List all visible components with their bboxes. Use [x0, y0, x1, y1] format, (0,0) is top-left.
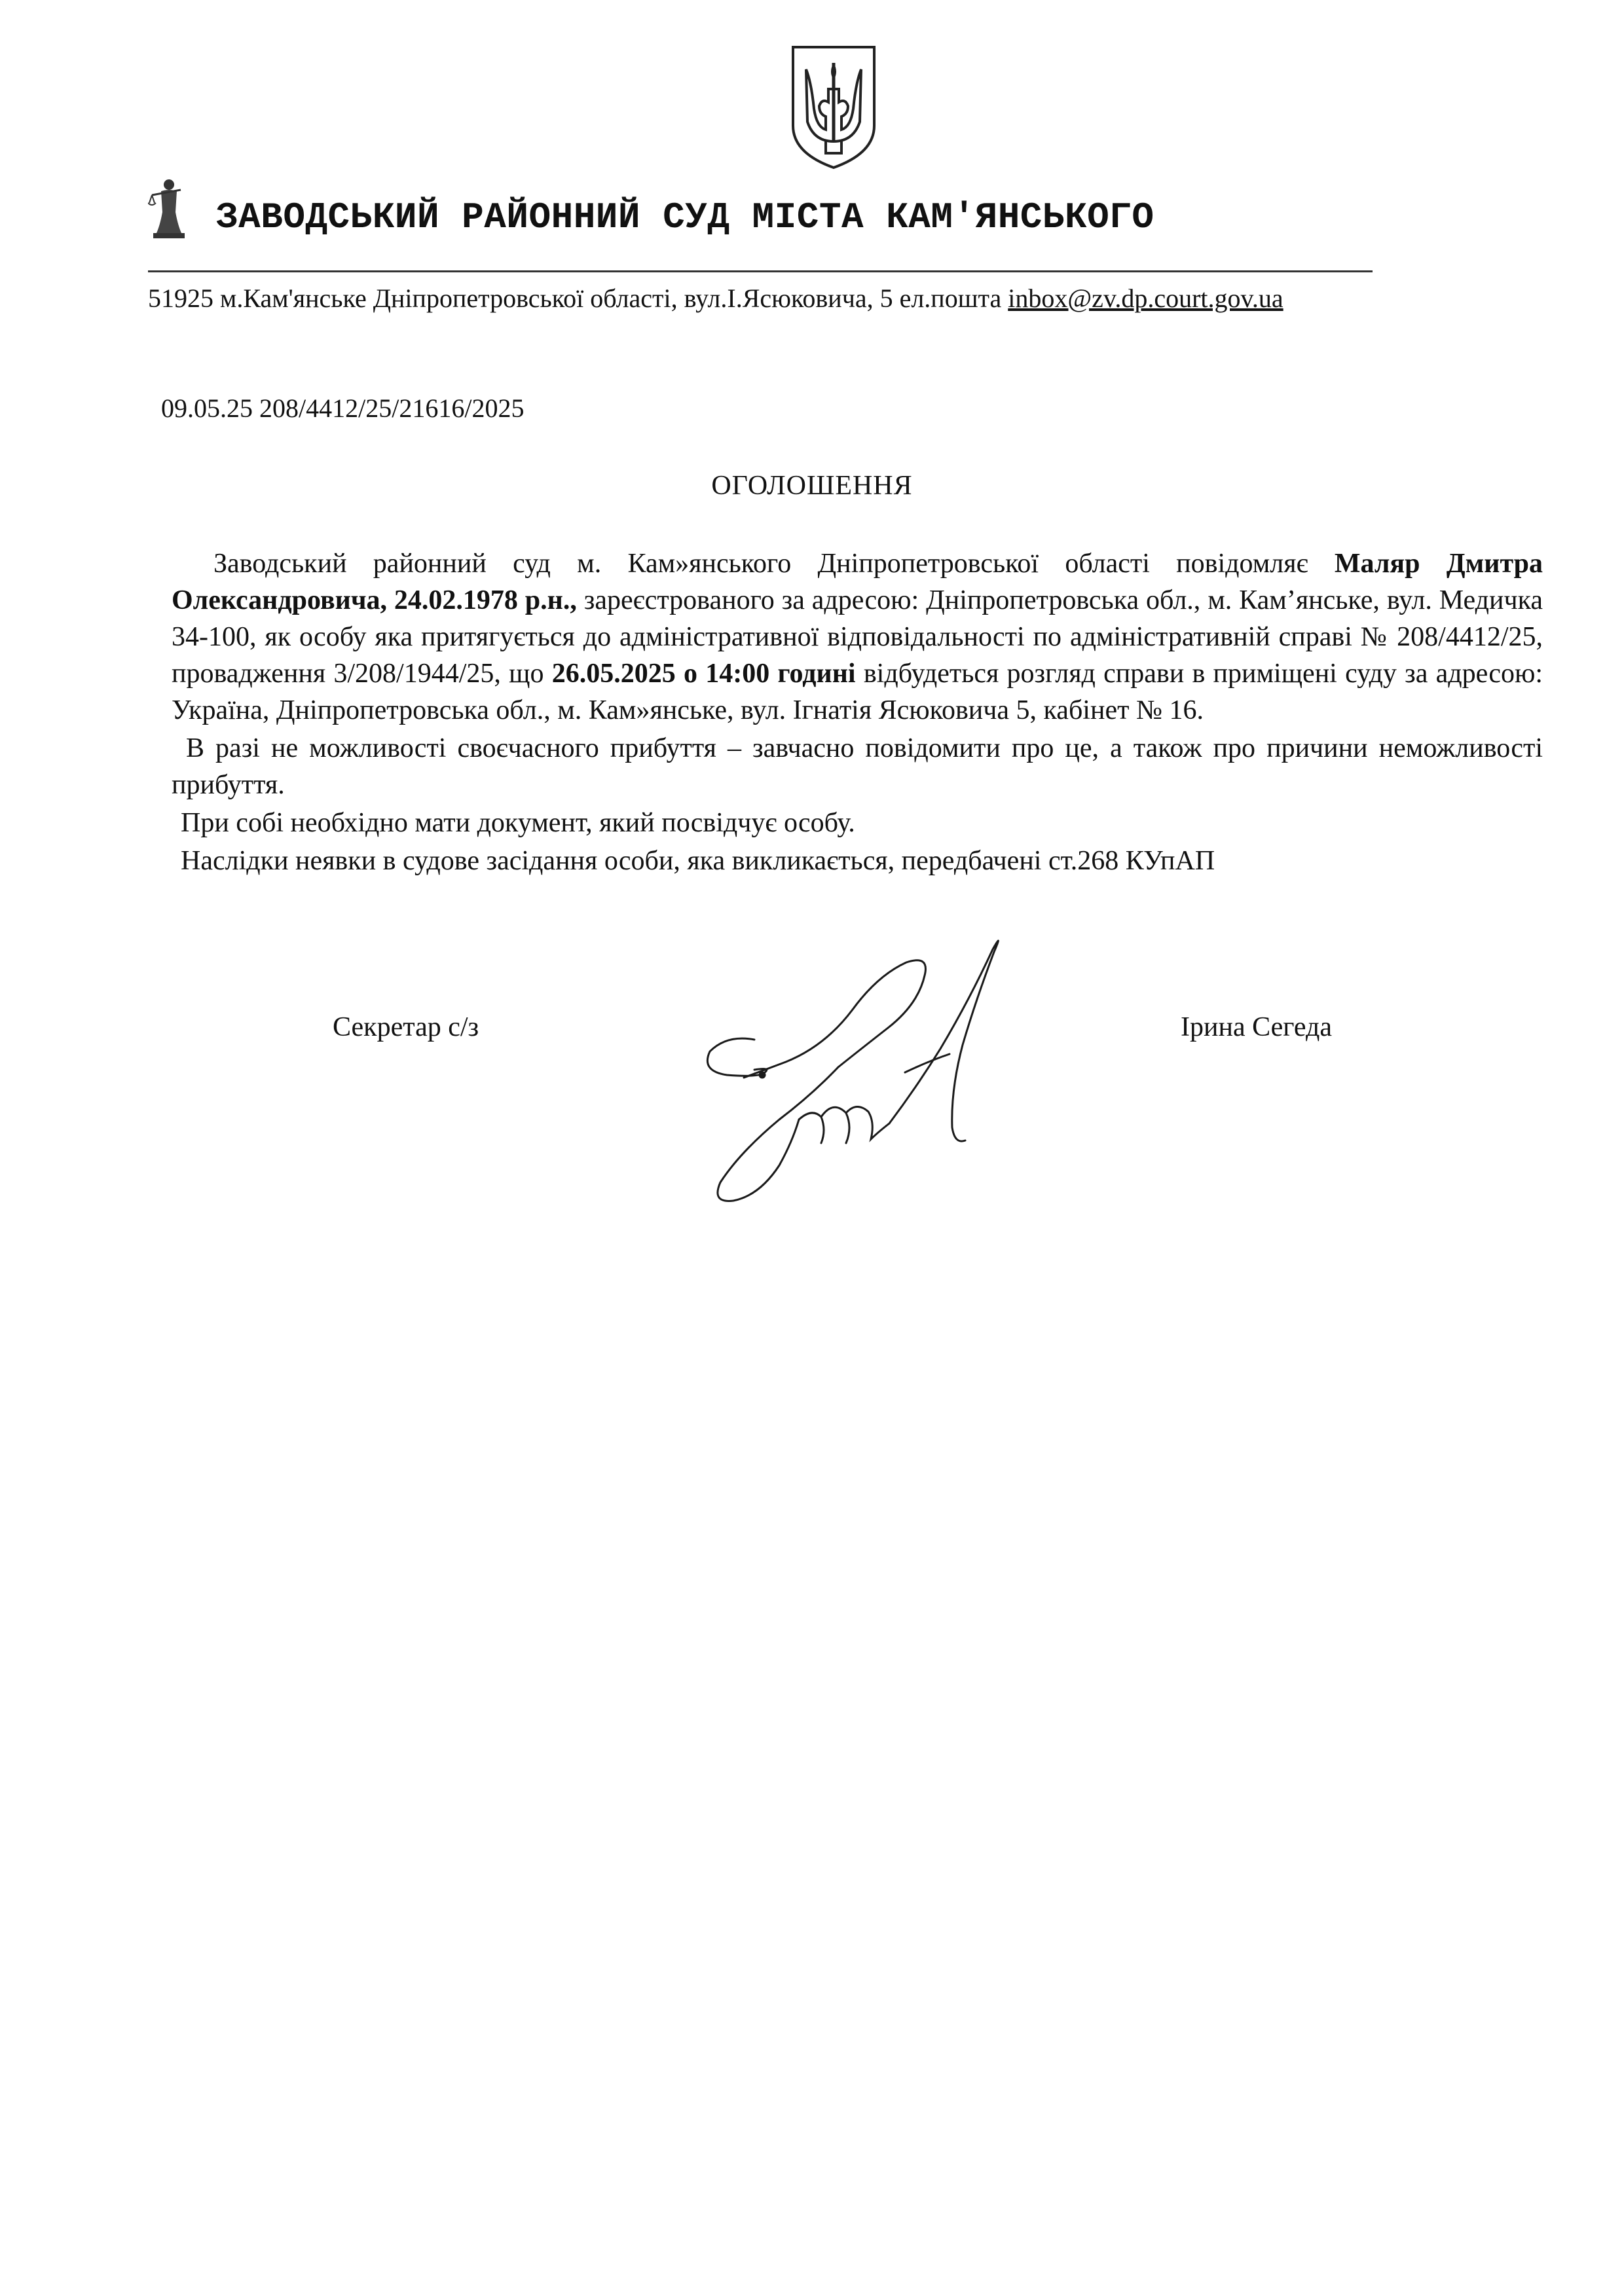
consequences-paragraph: Наслідки неявки в судове засідання особи, яка викликається, передбачені ст.268 КУпАП [181, 846, 1215, 876]
secretary-position-label: Секретар с/з [333, 1012, 479, 1042]
notice-paragraph [172, 545, 1543, 729]
court-name-heading: ЗАВОДСЬКИЙ РАЙОННИЙ СУД МІСТА КАМ'ЯНСЬКОГО [216, 196, 1154, 238]
header-divider [148, 270, 1373, 272]
document-body [172, 545, 1543, 879]
document-reference: 09.05.25 208/4412/25/21616/2025 [161, 393, 525, 423]
themis-statue-icon [148, 175, 187, 238]
handwritten-signature [681, 923, 1048, 1224]
notice-text: відбудеться розгляд справи в приміщені суду за адресою: Україна, Дніпропетровська обл., м. Кам»янське, вул. Ігнатія Ясюковича 5, кабінет № 16. [172, 659, 1543, 725]
document-title: ОГОЛОШЕННЯ [711, 471, 913, 501]
signer-name: Ірина Сегеда [1181, 1012, 1333, 1042]
email-link[interactable]: inbox@zv.dp.court.gov.ua [1008, 283, 1283, 313]
person-name: Маляр Дмитра Олександровича, 24.02.1978 р.н., [172, 549, 1543, 615]
court-address [148, 283, 1283, 314]
hearing-datetime: 26.05.2025 о 14:00 годині [551, 659, 856, 689]
notice-text: Заводський районний суд м. Кам»янського Дніпропетровської області повідомляє [213, 549, 1335, 579]
coat-of-arms-icon [788, 43, 879, 172]
absence-paragraph: В разі не можливості своєчасного прибуття – завчасно повідомити про це, а також про причини неможливості прибуття. [172, 733, 1543, 800]
address-text: 51925 м.Кам'янське Дніпропетровської області, вул.І.Ясюковича, 5 ел.пошта [148, 283, 1008, 313]
document-requirement-paragraph: При собі необхідно мати документ, який посвідчує особу. [181, 808, 855, 838]
notice-text: зареєстрованого за адресою: Дніпропетровська обл., м. Кам’янське, вул. Медичка 34-100, як особу яка притягується до адміністративної відповідальності по адміністративній справі № 208/4412/25, провадження 3/208/1944/25, що [172, 585, 1543, 689]
